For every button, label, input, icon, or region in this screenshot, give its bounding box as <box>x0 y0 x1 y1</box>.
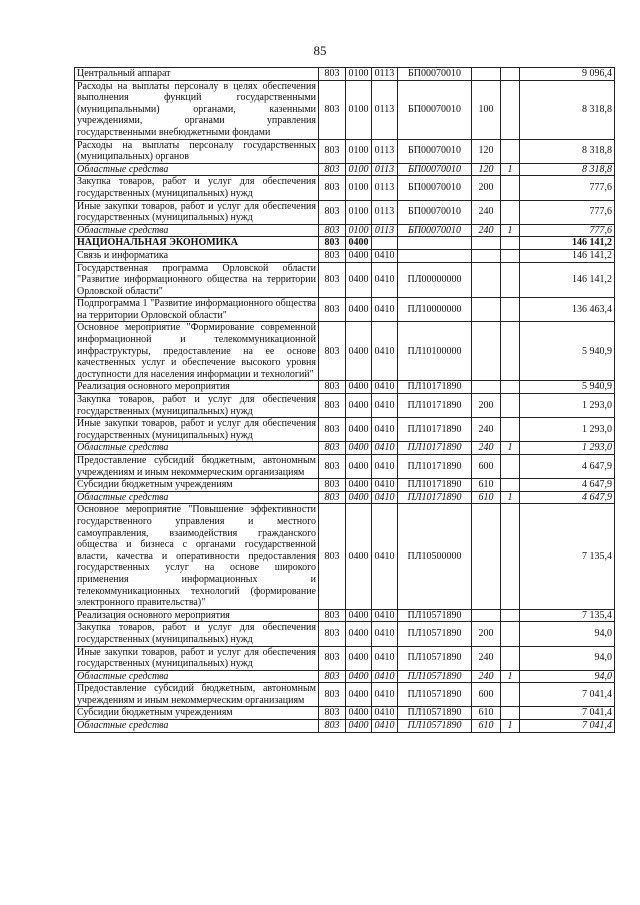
section-code-cell: 0400 <box>346 237 372 250</box>
funding-source-cell: 1 <box>501 720 520 733</box>
expense-type-cell <box>472 249 501 262</box>
subsection-code-cell: 0410 <box>372 381 398 394</box>
expense-type-cell: 240 <box>472 646 501 670</box>
target-article-cell: ПЛ10000000 <box>398 298 472 322</box>
funding-source-cell: 1 <box>501 163 520 176</box>
expense-type-cell <box>472 504 501 609</box>
funding-source-cell <box>501 176 520 200</box>
funding-source-cell <box>501 683 520 707</box>
page-number: 85 <box>313 43 327 58</box>
target-article-cell: ПЛ10571890 <box>398 622 472 646</box>
expense-type-cell <box>472 322 501 381</box>
target-article-cell: ПЛ10171890 <box>398 491 472 504</box>
amount-cell: 777,6 <box>520 176 615 200</box>
expense-name-cell: Центральный аппарат <box>75 68 319 81</box>
funding-source-cell <box>501 707 520 720</box>
target-article-cell: ПЛ10171890 <box>398 381 472 394</box>
subsection-code-cell: 0410 <box>372 491 398 504</box>
expense-name-cell: Закупка товаров, работ и услуг для обеспечения государственных (муниципальных) нужд <box>75 394 319 418</box>
table-row <box>75 442 615 455</box>
amount-cell: 4 647,9 <box>520 491 615 504</box>
expense-type-cell: 200 <box>472 622 501 646</box>
expense-name-cell: НАЦИОНАЛЬНАЯ ЭКОНОМИКА <box>75 237 319 250</box>
funding-source-cell <box>501 298 520 322</box>
table-row <box>75 200 615 224</box>
expense-name-cell: Областные средства <box>75 442 319 455</box>
amount-cell: 8 318,8 <box>520 163 615 176</box>
grbs-code-cell: 803 <box>319 609 346 622</box>
expense-name-cell: Подпрограмма 1 "Развитие информационного общества на территории Орловской области" <box>75 298 319 322</box>
grbs-code-cell: 803 <box>319 504 346 609</box>
funding-source-cell <box>501 237 520 250</box>
section-code-cell: 0400 <box>346 394 372 418</box>
expense-type-cell <box>472 609 501 622</box>
funding-source-cell <box>501 609 520 622</box>
grbs-code-cell: 803 <box>319 139 346 163</box>
amount-cell: 4 647,9 <box>520 455 615 479</box>
target-article-cell <box>398 237 472 250</box>
funding-source-cell <box>501 249 520 262</box>
section-code-cell: 0100 <box>346 176 372 200</box>
funding-source-cell <box>501 322 520 381</box>
subsection-code-cell: 0113 <box>372 224 398 237</box>
target-article-cell: БП00070010 <box>398 139 472 163</box>
amount-cell: 146 141,2 <box>520 249 615 262</box>
amount-cell: 7 041,4 <box>520 683 615 707</box>
grbs-code-cell: 803 <box>319 200 346 224</box>
subsection-code-cell: 0410 <box>372 479 398 492</box>
expense-type-cell: 240 <box>472 442 501 455</box>
funding-source-cell <box>501 200 520 224</box>
amount-cell: 1 293,0 <box>520 394 615 418</box>
target-article-cell: БП00070010 <box>398 224 472 237</box>
expense-name-cell: Государственная программа Орловской области "Развитие информационного общества на территории Орловской области" <box>75 262 319 298</box>
expense-name-cell: Областные средства <box>75 670 319 683</box>
target-article-cell: БП00070010 <box>398 163 472 176</box>
table-row <box>75 394 615 418</box>
target-article-cell: ПЛ10571890 <box>398 646 472 670</box>
target-article-cell: ПЛ10171890 <box>398 455 472 479</box>
section-code-cell: 0400 <box>346 322 372 381</box>
grbs-code-cell: 803 <box>319 224 346 237</box>
budget-table <box>74 67 615 733</box>
expense-name-cell: Закупка товаров, работ и услуг для обеспечения государственных (муниципальных) нужд <box>75 622 319 646</box>
section-code-cell: 0100 <box>346 80 372 139</box>
funding-source-cell: 1 <box>501 491 520 504</box>
subsection-code-cell: 0410 <box>372 418 398 442</box>
expense-type-cell: 120 <box>472 139 501 163</box>
expense-type-cell: 200 <box>472 394 501 418</box>
subsection-code-cell: 0113 <box>372 163 398 176</box>
expense-type-cell: 610 <box>472 707 501 720</box>
amount-cell: 9 096,4 <box>520 68 615 81</box>
expense-type-cell: 240 <box>472 670 501 683</box>
target-article-cell: ПЛ10571890 <box>398 720 472 733</box>
expense-name-cell: Основное мероприятие "Повышение эффективности государственного управления и местного самоуправления, взаимодействия гражданского общества и бизнеса с органами государственной власти, качества и оперативности предоставления государственных услуг на основе широкого применения информационных и телекоммуникационных технологий (формирование электронного правительства)" <box>75 504 319 609</box>
funding-source-cell <box>501 80 520 139</box>
target-article-cell <box>398 249 472 262</box>
section-code-cell: 0400 <box>346 249 372 262</box>
section-code-cell: 0400 <box>346 707 372 720</box>
section-code-cell: 0100 <box>346 224 372 237</box>
expense-type-cell <box>472 298 501 322</box>
target-article-cell: ПЛ10571890 <box>398 707 472 720</box>
subsection-code-cell: 0410 <box>372 442 398 455</box>
subsection-code-cell: 0113 <box>372 176 398 200</box>
amount-cell: 146 141,2 <box>520 262 615 298</box>
grbs-code-cell: 803 <box>319 80 346 139</box>
section-code-cell: 0400 <box>346 298 372 322</box>
section-code-cell: 0400 <box>346 479 372 492</box>
expense-name-cell: Областные средства <box>75 720 319 733</box>
expense-type-cell <box>472 237 501 250</box>
subsection-code-cell: 0113 <box>372 80 398 139</box>
expense-name-cell: Предоставление субсидий бюджетным, автономным учреждениям и иным некоммерческим организациям <box>75 455 319 479</box>
amount-cell: 5 940,9 <box>520 381 615 394</box>
amount-cell: 7 041,4 <box>520 707 615 720</box>
table-row <box>75 381 615 394</box>
amount-cell: 8 318,8 <box>520 139 615 163</box>
grbs-code-cell: 803 <box>319 163 346 176</box>
funding-source-cell <box>501 418 520 442</box>
grbs-code-cell: 803 <box>319 262 346 298</box>
expense-name-cell: Предоставление субсидий бюджетным, автономным учреждениям и иным некоммерческим организациям <box>75 683 319 707</box>
funding-source-cell: 1 <box>501 442 520 455</box>
amount-cell: 4 647,9 <box>520 479 615 492</box>
amount-cell: 94,0 <box>520 646 615 670</box>
table-row <box>75 298 615 322</box>
amount-cell: 94,0 <box>520 622 615 646</box>
target-article-cell: БП00070010 <box>398 80 472 139</box>
table-row <box>75 237 615 250</box>
grbs-code-cell: 803 <box>319 646 346 670</box>
table-row <box>75 68 615 81</box>
amount-cell: 1 293,0 <box>520 418 615 442</box>
expense-type-cell: 610 <box>472 479 501 492</box>
amount-cell: 94,0 <box>520 670 615 683</box>
section-code-cell: 0400 <box>346 646 372 670</box>
funding-source-cell <box>501 381 520 394</box>
expense-name-cell: Субсидии бюджетным учреждениям <box>75 479 319 492</box>
subsection-code-cell: 0410 <box>372 455 398 479</box>
table-row <box>75 163 615 176</box>
expense-name-cell: Расходы на выплаты персоналу государственных (муниципальных) органов <box>75 139 319 163</box>
target-article-cell: ПЛ10571890 <box>398 670 472 683</box>
expense-type-cell: 100 <box>472 80 501 139</box>
expense-name-cell: Областные средства <box>75 491 319 504</box>
expense-name-cell: Иные закупки товаров, работ и услуг для обеспечения государственных (муниципальных) нужд <box>75 646 319 670</box>
grbs-code-cell: 803 <box>319 322 346 381</box>
expense-name-cell: Реализация основного мероприятия <box>75 381 319 394</box>
section-code-cell: 0100 <box>346 139 372 163</box>
target-article-cell: ПЛ10171890 <box>398 442 472 455</box>
table-row <box>75 670 615 683</box>
funding-source-cell: 1 <box>501 224 520 237</box>
section-code-cell: 0400 <box>346 504 372 609</box>
table-row <box>75 418 615 442</box>
amount-cell: 7 135,4 <box>520 504 615 609</box>
expense-type-cell: 200 <box>472 176 501 200</box>
amount-cell: 777,6 <box>520 200 615 224</box>
grbs-code-cell: 803 <box>319 298 346 322</box>
section-code-cell: 0400 <box>346 670 372 683</box>
section-code-cell: 0400 <box>346 381 372 394</box>
expense-type-cell <box>472 262 501 298</box>
target-article-cell: ПЛ10100000 <box>398 322 472 381</box>
funding-source-cell <box>501 394 520 418</box>
expense-name-cell: Областные средства <box>75 163 319 176</box>
expense-name-cell: Связь и информатика <box>75 249 319 262</box>
expense-type-cell: 610 <box>472 720 501 733</box>
subsection-code-cell: 0113 <box>372 68 398 81</box>
table-row <box>75 322 615 381</box>
section-code-cell: 0400 <box>346 622 372 646</box>
amount-cell: 8 318,8 <box>520 80 615 139</box>
table-row <box>75 224 615 237</box>
funding-source-cell <box>501 455 520 479</box>
section-code-cell: 0400 <box>346 455 372 479</box>
amount-cell: 7 041,4 <box>520 720 615 733</box>
expense-name-cell: Основное мероприятие "Формирование современной информационной и телекоммуникационной инфраструктуры, предоставление на ее основе качественных услуг и обеспечение высокого уровня доступности для населения информации и технологий" <box>75 322 319 381</box>
section-code-cell: 0400 <box>346 418 372 442</box>
table-row <box>75 176 615 200</box>
target-article-cell: ПЛ00000000 <box>398 262 472 298</box>
grbs-code-cell: 803 <box>319 381 346 394</box>
expense-type-cell: 600 <box>472 683 501 707</box>
expense-name-cell: Областные средства <box>75 224 319 237</box>
table-row <box>75 455 615 479</box>
amount-cell: 7 135,4 <box>520 609 615 622</box>
amount-cell: 1 293,0 <box>520 442 615 455</box>
grbs-code-cell: 803 <box>319 720 346 733</box>
section-code-cell: 0400 <box>346 720 372 733</box>
subsection-code-cell: 0113 <box>372 200 398 224</box>
section-code-cell: 0400 <box>346 609 372 622</box>
amount-cell: 777,6 <box>520 224 615 237</box>
table-row <box>75 249 615 262</box>
subsection-code-cell: 0410 <box>372 646 398 670</box>
grbs-code-cell: 803 <box>319 670 346 683</box>
expense-name-cell: Расходы на выплаты персоналу в целях обеспечения выполнения функций государственными (муниципальными) органами, казенными учреждениями, органами управления государственными внебюджетными фондами <box>75 80 319 139</box>
grbs-code-cell: 803 <box>319 394 346 418</box>
funding-source-cell: 1 <box>501 670 520 683</box>
expense-type-cell: 600 <box>472 455 501 479</box>
subsection-code-cell: 0410 <box>372 249 398 262</box>
grbs-code-cell: 803 <box>319 479 346 492</box>
expense-type-cell: 240 <box>472 224 501 237</box>
funding-source-cell <box>501 646 520 670</box>
target-article-cell: БП00070010 <box>398 176 472 200</box>
subsection-code-cell: 0113 <box>372 139 398 163</box>
section-code-cell: 0400 <box>346 442 372 455</box>
expense-name-cell: Субсидии бюджетным учреждениям <box>75 707 319 720</box>
table-row <box>75 504 615 609</box>
subsection-code-cell: 0410 <box>372 322 398 381</box>
expense-name-cell: Иные закупки товаров, работ и услуг для обеспечения государственных (муниципальных) нужд <box>75 418 319 442</box>
budget-table-body <box>75 68 615 733</box>
amount-cell: 5 940,9 <box>520 322 615 381</box>
grbs-code-cell: 803 <box>319 249 346 262</box>
expense-type-cell <box>472 381 501 394</box>
subsection-code-cell: 0410 <box>372 504 398 609</box>
target-article-cell: ПЛ10171890 <box>398 418 472 442</box>
table-row <box>75 479 615 492</box>
expense-type-cell: 240 <box>472 200 501 224</box>
subsection-code-cell: 0410 <box>372 622 398 646</box>
table-row <box>75 646 615 670</box>
grbs-code-cell: 803 <box>319 442 346 455</box>
grbs-code-cell: 803 <box>319 176 346 200</box>
grbs-code-cell: 803 <box>319 418 346 442</box>
subsection-code-cell: 0410 <box>372 683 398 707</box>
target-article-cell: ПЛ10571890 <box>398 683 472 707</box>
section-code-cell: 0400 <box>346 262 372 298</box>
table-row <box>75 707 615 720</box>
subsection-code-cell: 0410 <box>372 707 398 720</box>
table-row <box>75 139 615 163</box>
section-code-cell: 0100 <box>346 163 372 176</box>
expense-name-cell: Реализация основного мероприятия <box>75 609 319 622</box>
table-row <box>75 622 615 646</box>
expense-type-cell: 240 <box>472 418 501 442</box>
section-code-cell: 0400 <box>346 683 372 707</box>
grbs-code-cell: 803 <box>319 455 346 479</box>
section-code-cell: 0400 <box>346 491 372 504</box>
funding-source-cell <box>501 504 520 609</box>
funding-source-cell <box>501 479 520 492</box>
table-row <box>75 262 615 298</box>
table-row <box>75 720 615 733</box>
subsection-code-cell: 0410 <box>372 670 398 683</box>
amount-cell: 146 141,2 <box>520 237 615 250</box>
subsection-code-cell: 0410 <box>372 394 398 418</box>
subsection-code-cell <box>372 237 398 250</box>
target-article-cell: ПЛ10171890 <box>398 479 472 492</box>
table-row <box>75 80 615 139</box>
target-article-cell: БП00070010 <box>398 68 472 81</box>
subsection-code-cell: 0410 <box>372 720 398 733</box>
funding-source-cell <box>501 68 520 81</box>
grbs-code-cell: 803 <box>319 683 346 707</box>
target-article-cell: БП00070010 <box>398 200 472 224</box>
expense-type-cell <box>472 68 501 81</box>
section-code-cell: 0100 <box>346 200 372 224</box>
funding-source-cell <box>501 622 520 646</box>
target-article-cell: ПЛ10571890 <box>398 609 472 622</box>
expense-name-cell: Иные закупки товаров, работ и услуг для обеспечения государственных (муниципальных) нужд <box>75 200 319 224</box>
grbs-code-cell: 803 <box>319 68 346 81</box>
subsection-code-cell: 0410 <box>372 298 398 322</box>
table-row <box>75 609 615 622</box>
subsection-code-cell: 0410 <box>372 262 398 298</box>
subsection-code-cell: 0410 <box>372 609 398 622</box>
grbs-code-cell: 803 <box>319 622 346 646</box>
table-row <box>75 683 615 707</box>
amount-cell: 136 463,4 <box>520 298 615 322</box>
expense-type-cell: 610 <box>472 491 501 504</box>
target-article-cell: ПЛ10500000 <box>398 504 472 609</box>
target-article-cell: ПЛ10171890 <box>398 394 472 418</box>
grbs-code-cell: 803 <box>319 491 346 504</box>
expense-name-cell: Закупка товаров, работ и услуг для обеспечения государственных (муниципальных) нужд <box>75 176 319 200</box>
grbs-code-cell: 803 <box>319 237 346 250</box>
expense-type-cell: 120 <box>472 163 501 176</box>
funding-source-cell <box>501 139 520 163</box>
grbs-code-cell: 803 <box>319 707 346 720</box>
section-code-cell: 0100 <box>346 68 372 81</box>
funding-source-cell <box>501 262 520 298</box>
table-row <box>75 491 615 504</box>
